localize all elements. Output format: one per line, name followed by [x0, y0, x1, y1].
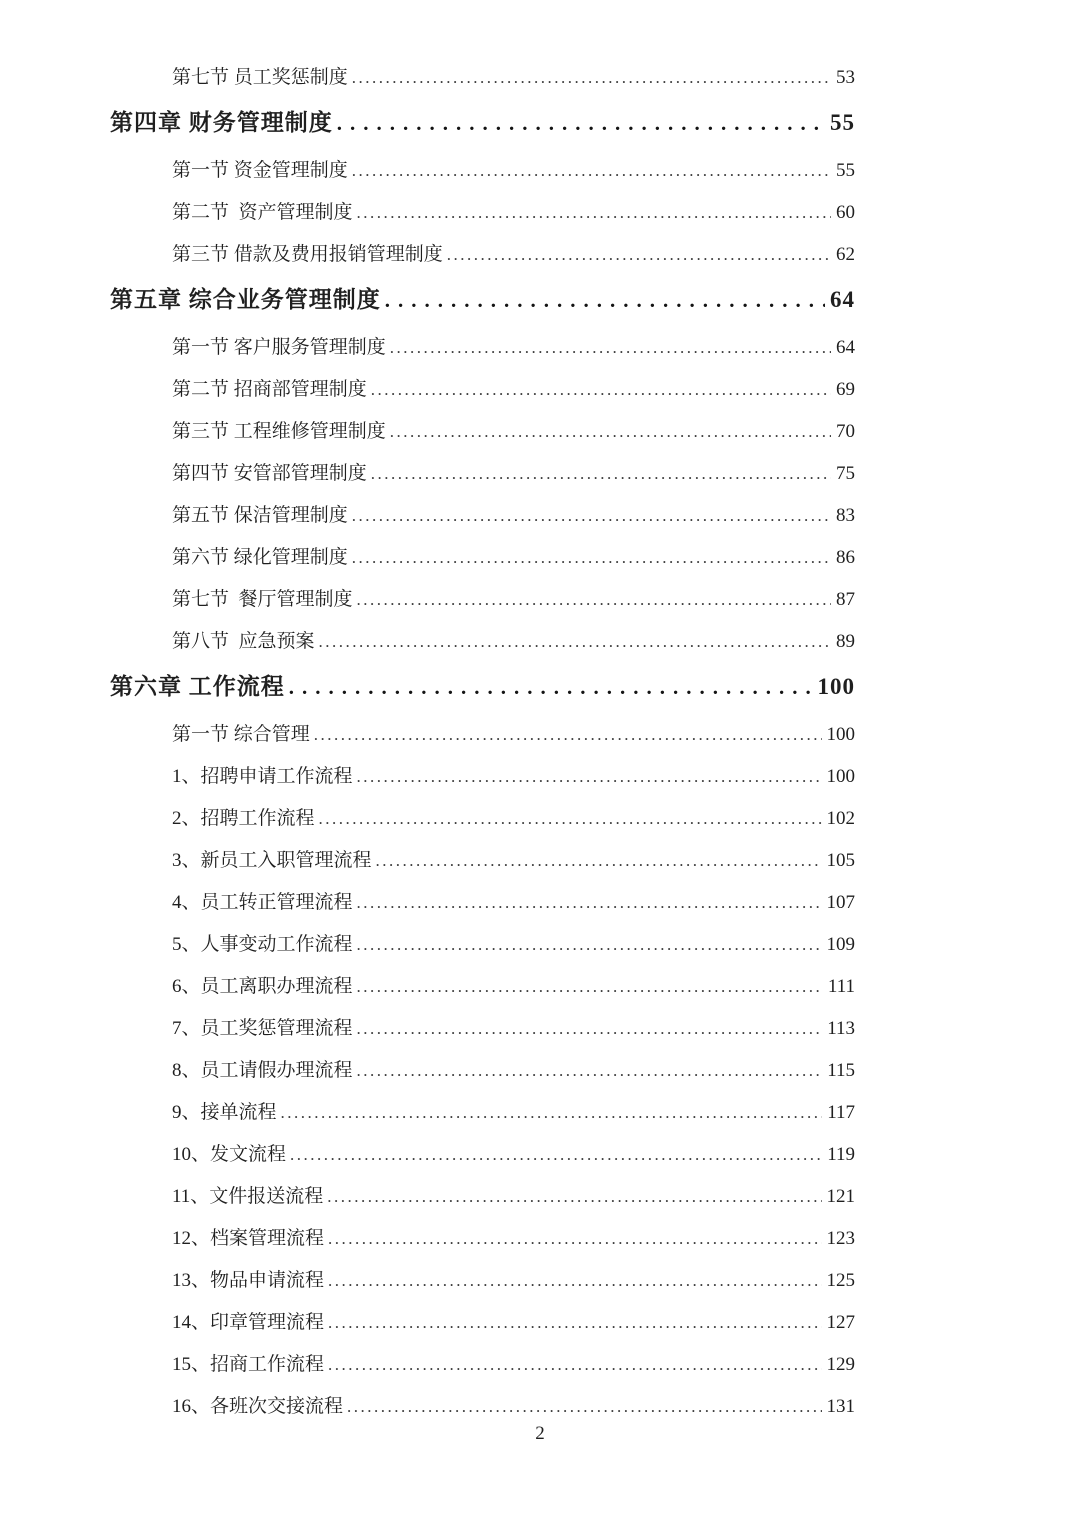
toc-entry-label: 第二节 招商部管理制度	[172, 379, 367, 400]
dot-leader	[390, 338, 831, 358]
toc-entry-label: 15、招商工作流程	[172, 1354, 325, 1375]
toc-entry-page: 70	[836, 421, 855, 442]
toc-entry-section	[110, 1181, 855, 1223]
toc-entry-label: 12、档案管理流程	[172, 1228, 325, 1249]
toc-entry-label: 第五节 保洁管理制度	[172, 505, 348, 526]
toc-entry-section	[110, 1349, 855, 1391]
toc-entry-section	[110, 239, 855, 281]
toc-entry-page: 121	[826, 1186, 855, 1207]
toc-entry-label: 13、物品申请流程	[172, 1270, 325, 1291]
toc-entry-label: 第七节 员工奖惩制度	[172, 67, 348, 88]
toc-entry-label: 第五章 综合业务管理制度	[110, 287, 381, 312]
dot-leader	[357, 590, 831, 610]
toc-entry-page: 100	[826, 766, 855, 787]
dot-leader	[319, 632, 831, 652]
toc-entry-label: 第六节 绿化管理制度	[172, 547, 348, 568]
dot-leader	[357, 935, 822, 955]
toc-entry-section	[110, 332, 855, 374]
toc-entry-page: 129	[826, 1354, 855, 1375]
toc-entry-section	[110, 1097, 855, 1139]
dot-leader	[347, 1397, 821, 1417]
toc-entry-label: 第八节 应急预案	[172, 631, 315, 652]
toc-entry-section	[110, 887, 855, 929]
toc-entry-page: 123	[826, 1228, 855, 1249]
dot-leader	[357, 203, 831, 223]
dot-leader	[314, 725, 822, 745]
toc-entry-section	[110, 1013, 855, 1055]
toc-entry-label: 第四章 财务管理制度	[110, 110, 333, 135]
toc-entry-page: 131	[826, 1396, 855, 1417]
toc-entry-label: 第一节 资金管理制度	[172, 160, 348, 181]
dot-leader	[371, 464, 831, 484]
toc-entry-page: 86	[836, 547, 855, 568]
toc-entry-section	[110, 155, 855, 197]
toc-entry-section	[110, 1265, 855, 1307]
toc-entry-label: 7、员工奖惩管理流程	[172, 1018, 353, 1039]
dot-leader	[357, 1019, 823, 1039]
dot-leader	[328, 1229, 821, 1249]
toc-entry-page: 102	[826, 808, 855, 829]
toc-entry-page: 125	[826, 1270, 855, 1291]
dot-leader	[352, 506, 831, 526]
dot-leader	[328, 1271, 821, 1291]
toc-entry-section	[110, 458, 855, 500]
toc-entry-chapter	[110, 668, 855, 712]
dot-leader	[290, 1145, 822, 1165]
toc-entry-label: 第一节 综合管理	[172, 724, 310, 745]
toc-entry-page: 115	[827, 1060, 855, 1081]
toc-entry-label: 5、人事变动工作流程	[172, 934, 353, 955]
toc-entry-chapter	[110, 104, 855, 148]
toc-entry-label: 4、员工转正管理流程	[172, 892, 353, 913]
toc-entry-label: 10、发文流程	[172, 1144, 287, 1165]
toc-entry-page: 127	[826, 1312, 855, 1333]
toc-entry-page: 53	[836, 67, 855, 88]
dot-leader	[447, 245, 831, 265]
dot-leader	[357, 1061, 823, 1081]
toc-entry-section	[110, 584, 855, 626]
dot-leader	[357, 977, 823, 997]
toc-entry-section	[110, 1055, 855, 1097]
toc-entry-page: 83	[836, 505, 855, 526]
toc-entry-page: 117	[827, 1102, 855, 1123]
toc-entry-label: 第七节 餐厅管理制度	[172, 589, 353, 610]
toc-entry-section	[110, 62, 855, 104]
toc-entry-label: 第四节 安管部管理制度	[172, 463, 367, 484]
toc-entry-page: 87	[836, 589, 855, 610]
toc-entry-page: 69	[836, 379, 855, 400]
dot-leader	[327, 1187, 821, 1207]
toc-entry-label: 11、文件报送流程	[172, 1186, 324, 1207]
toc-entry-section	[110, 1223, 855, 1265]
toc-entry-section	[110, 803, 855, 845]
footer-page-number: 2	[535, 1423, 545, 1444]
toc-entry-page: 89	[836, 631, 855, 652]
toc-entry-section	[110, 416, 855, 458]
dot-leader	[352, 161, 831, 181]
toc-entry-label: 1、招聘申请工作流程	[172, 766, 353, 787]
toc-entry-label: 9、接单流程	[172, 1102, 277, 1123]
dot-leader	[328, 1313, 821, 1333]
toc-entry-section	[110, 626, 855, 668]
dot-leader	[376, 851, 822, 871]
toc-entry-section	[110, 1307, 855, 1349]
toc-entry-page: 105	[826, 850, 855, 871]
table-of-contents	[110, 62, 855, 1433]
toc-entry-page: 109	[826, 934, 855, 955]
toc-entry-page: 60	[836, 202, 855, 223]
dot-leader	[352, 68, 831, 88]
dot-leader	[390, 422, 831, 442]
toc-entry-section	[110, 500, 855, 542]
toc-entry-section	[110, 542, 855, 584]
dot-leader	[357, 893, 822, 913]
toc-entry-section	[110, 719, 855, 761]
toc-entry-page: 111	[827, 976, 855, 997]
toc-entry-label: 2、招聘工作流程	[172, 808, 315, 829]
toc-entry-section	[110, 761, 855, 803]
toc-entry-label: 16、各班次交接流程	[172, 1396, 344, 1417]
dot-leader	[357, 767, 822, 787]
toc-entry-chapter	[110, 281, 855, 325]
toc-entry-page: 62	[836, 244, 855, 265]
dot-leader	[289, 675, 813, 700]
toc-entry-page: 100	[826, 724, 855, 745]
toc-entry-label: 14、印章管理流程	[172, 1312, 325, 1333]
toc-entry-page: 119	[827, 1144, 855, 1165]
toc-entry-page: 100	[817, 674, 855, 699]
dot-leader	[281, 1103, 823, 1123]
toc-entry-label: 8、员工请假办理流程	[172, 1060, 353, 1081]
toc-entry-section	[110, 845, 855, 887]
toc-entry-section	[110, 971, 855, 1013]
toc-entry-page: 64	[836, 337, 855, 358]
toc-entry-page: 55	[836, 160, 855, 181]
toc-entry-page: 113	[827, 1018, 855, 1039]
toc-entry-label: 第三节 工程维修管理制度	[172, 421, 386, 442]
toc-entry-label: 第二节 资产管理制度	[172, 202, 353, 223]
toc-entry-label: 第三节 借款及费用报销管理制度	[172, 244, 443, 265]
toc-entry-section	[110, 1139, 855, 1181]
toc-entry-section	[110, 929, 855, 971]
toc-entry-label: 6、员工离职办理流程	[172, 976, 353, 997]
dot-leader	[328, 1355, 821, 1375]
toc-entry-page: 64	[830, 287, 855, 312]
toc-entry-section	[110, 197, 855, 239]
dot-leader	[319, 809, 822, 829]
toc-entry-page: 75	[836, 463, 855, 484]
toc-entry-page: 107	[826, 892, 855, 913]
dot-leader	[352, 548, 831, 568]
toc-entry-label: 第一节 客户服务管理制度	[172, 337, 386, 358]
toc-entry-label: 3、新员工入职管理流程	[172, 850, 372, 871]
toc-entry-page: 55	[830, 110, 855, 135]
toc-entry-label: 第六章 工作流程	[110, 674, 285, 699]
toc-entry-section	[110, 374, 855, 416]
dot-leader	[371, 380, 831, 400]
dot-leader	[385, 288, 825, 313]
dot-leader	[337, 111, 825, 136]
